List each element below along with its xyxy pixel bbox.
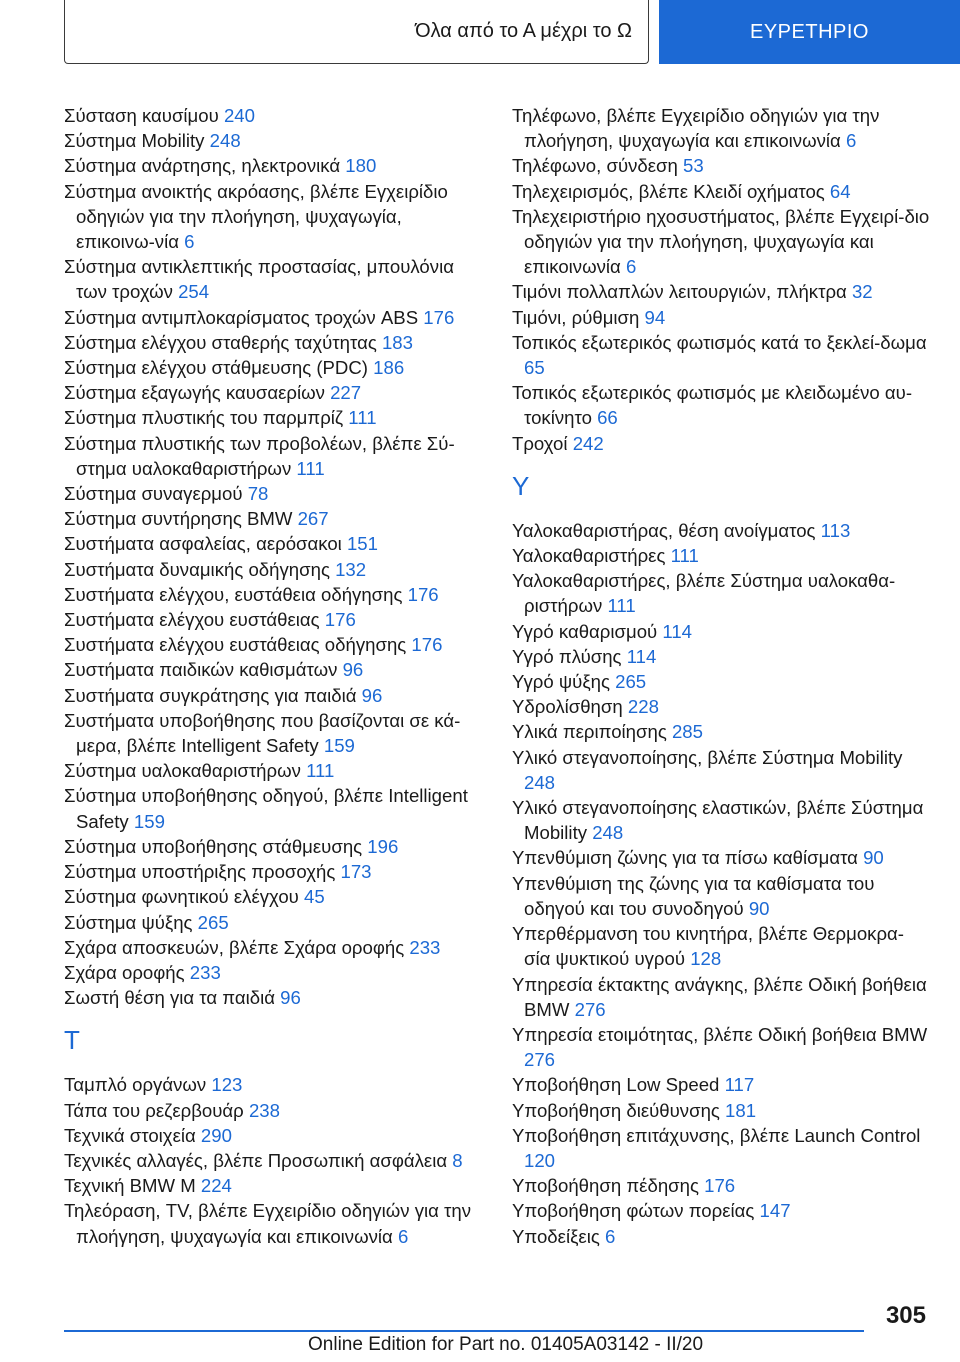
- index-entry: [64, 179, 484, 255]
- index-entry-page-link[interactable]: 6: [184, 231, 195, 253]
- index-entry-page-link[interactable]: 180: [345, 155, 377, 177]
- index-entry-page-link[interactable]: 238: [248, 1099, 280, 1121]
- top-navigation: [0, 0, 960, 66]
- letter-heading-y: Υ: [512, 470, 530, 501]
- index-entry-term: Σύστημα αντικλεπτικής προστασίας, μπουλόνια των τροχών: [64, 256, 454, 303]
- index-entry: [64, 708, 484, 758]
- index-entry: [512, 1173, 930, 1198]
- index-entry: [64, 1123, 484, 1148]
- index-entry: [64, 1072, 484, 1097]
- index-entry: [64, 431, 484, 481]
- index-entry-term: Σύστημα ψύξης: [64, 911, 198, 933]
- index-entry-term: Σύστημα ελέγχου σταθερής ταχύτητας: [64, 331, 382, 353]
- index-entry-page-link[interactable]: 96: [280, 987, 301, 1009]
- index-entry-page-link[interactable]: 183: [381, 331, 413, 353]
- index-list-tau-continued: [512, 103, 930, 456]
- index-entry-term: Σύστημα πλυστικής του παρμπρίζ: [64, 407, 349, 429]
- index-entry: [64, 506, 484, 531]
- index-entry: [512, 972, 930, 1022]
- index-entry-term: Υγρό ψύξης: [512, 671, 616, 693]
- index-entry-term: Υπερθέρμανση του κινητήρα, βλέπε Θερμοκρα-σία ψυκτικού υγρού: [512, 923, 904, 970]
- index-entry-page-link[interactable]: 111: [607, 595, 636, 617]
- index-entry-term: Σύστημα εξαγωγής καυσαερίων: [64, 382, 331, 404]
- index-entry: [64, 1098, 484, 1123]
- index-column-right: [512, 103, 930, 1249]
- index-entry-term: Σύστημα συναγερμού: [64, 483, 248, 505]
- index-entry-term: Υποδείξεις: [512, 1225, 605, 1247]
- index-entry-page-link[interactable]: 242: [572, 432, 604, 454]
- index-entry-page-link[interactable]: 6: [625, 256, 637, 278]
- index-entry: [64, 1173, 484, 1198]
- index-entry-term: Τροχοί: [512, 432, 573, 454]
- index-entry-term: Συστήματα ελέγχου ευστάθειας οδήγησης: [64, 634, 412, 656]
- index-entry: [512, 279, 930, 304]
- index-entry: [64, 960, 484, 985]
- index-entry: [64, 481, 484, 506]
- index-entry-term: Συστήματα παιδικών καθισμάτων: [64, 659, 343, 681]
- index-entry: [512, 795, 930, 845]
- index-entry-page-link[interactable]: 248: [592, 822, 624, 844]
- index-entry-term: Τιμόνι, ρύθμιση: [512, 306, 645, 328]
- index-entry-page-link[interactable]: 64: [829, 180, 851, 202]
- index-entry-term: Σύστημα πλυστικής των προβολέων, βλέπε Σύ-στημα υαλοκαθαριστήρων: [64, 432, 455, 479]
- index-entry-page-link[interactable]: 128: [690, 948, 722, 970]
- index-entry-term: Σύστημα Mobility: [64, 130, 210, 152]
- index-entry-term: Τεχνικά στοιχεία: [64, 1124, 201, 1146]
- index-entry: [64, 758, 484, 783]
- index-entry-page-link[interactable]: 94: [644, 306, 666, 328]
- index-entry: [64, 683, 484, 708]
- index-entry-page-link[interactable]: 228: [627, 696, 659, 718]
- index-entry-term: Υποβοήθηση επιτάχυνσης, βλέπε Launch Control: [512, 1124, 921, 1146]
- index-entry-page-link[interactable]: 8: [452, 1149, 463, 1171]
- index-entry-term: Υποβοήθηση φώτων πορείας: [512, 1200, 760, 1222]
- index-entry-page-link[interactable]: 276: [574, 998, 606, 1020]
- index-entry-term: Υπενθύμιση ζώνης για τα πίσω καθίσματα: [512, 847, 864, 869]
- index-entry-page-link[interactable]: 151: [346, 533, 378, 555]
- index-entry-page-link[interactable]: 276: [524, 1049, 556, 1071]
- index-entry-page-link[interactable]: 240: [223, 105, 255, 126]
- index-entry-page-link[interactable]: 90: [863, 847, 884, 869]
- index-entry: [64, 884, 484, 909]
- index-entry: [64, 355, 484, 380]
- index-entry: [512, 103, 930, 153]
- index-entry-term: Συστήματα ελέγχου, ευστάθεια οδήγησης: [64, 583, 408, 605]
- index-entry-page-link[interactable]: 181: [725, 1099, 757, 1121]
- index-entry: [64, 128, 484, 153]
- index-entry-term: Συστήματα ελέγχου ευστάθειας: [64, 609, 325, 631]
- index-entry-term: Τεχνικές αλλαγές, βλέπε Προσωπική ασφάλεια: [64, 1149, 453, 1171]
- index-entry-term: Τεχνική BMW M: [64, 1175, 201, 1197]
- index-entry-term: Σύστημα υαλοκαθαριστήρων: [64, 760, 307, 782]
- index-entry-page-link[interactable]: 176: [411, 634, 443, 656]
- letter-heading-t: Τ: [64, 1025, 80, 1056]
- index-list-sigma: [64, 103, 484, 1010]
- index-entry-page-link[interactable]: 6: [845, 130, 857, 152]
- index-entry-term: Τηλέφωνο, βλέπε Εγχειρίδιο οδηγιών για την πλοήγηση, ψυχαγωγία και επικοινωνία: [512, 105, 880, 152]
- index-entry-term: Σύστημα ανοικτής ακρόασης, βλέπε Εγχειρίδιο οδηγιών για την πλοήγηση, ψυχαγωγία, επικοινω-νία: [64, 180, 448, 253]
- index-entry-page-link[interactable]: 176: [407, 583, 439, 605]
- index-entry-term: Σύστημα ελέγχου στάθμευσης (PDC): [64, 357, 374, 379]
- index-entry: [512, 1098, 930, 1123]
- index-entry-term: Υδρολίσθηση: [512, 696, 628, 718]
- index-entry-page-link[interactable]: 147: [759, 1200, 791, 1222]
- index-entry-page-link[interactable]: 123: [211, 1074, 243, 1096]
- index-entry: [64, 305, 484, 330]
- index-entry: [512, 1123, 930, 1173]
- index-entry: [64, 783, 484, 833]
- index-entry: [512, 1072, 930, 1097]
- index-entry-term: Σχάρα οροφής: [64, 961, 190, 983]
- index-entry-page-link[interactable]: 111: [670, 545, 699, 567]
- index-entry-page-link[interactable]: 176: [704, 1175, 736, 1197]
- index-entry-term: Συστήματα συγκράτησης για παιδιά: [64, 684, 362, 706]
- index-entry-page-link[interactable]: 120: [524, 1149, 556, 1171]
- tab-index-label: ΕΥΡΕΤΗΡΙΟ: [750, 20, 869, 43]
- index-entry: [64, 103, 484, 128]
- index-entry-page-link[interactable]: 32: [851, 281, 873, 303]
- index-entry-page-link[interactable]: 132: [335, 558, 367, 580]
- index-entry: [512, 543, 930, 568]
- index-entry-page-link[interactable]: 6: [604, 1225, 616, 1247]
- index-entry-page-link[interactable]: 111: [296, 457, 325, 479]
- index-entry: [512, 745, 930, 795]
- index-entry-term: Υαλοκαθαριστήρες: [512, 545, 671, 567]
- index-entry: [512, 380, 930, 430]
- index-entry-page-link[interactable]: 113: [820, 519, 851, 541]
- index-entry: [64, 582, 484, 607]
- index-entry-page-link[interactable]: 176: [324, 609, 356, 631]
- index-column-left: [64, 103, 484, 1249]
- index-entry-page-link[interactable]: 233: [189, 961, 221, 983]
- index-entry: [64, 985, 484, 1010]
- index-entry-page-link[interactable]: 196: [367, 835, 399, 857]
- index-entry-term: Υποβοήθηση πέδησης: [512, 1175, 705, 1197]
- index-entry: [512, 204, 930, 280]
- index-entry: [512, 845, 930, 870]
- index-entry-page-link[interactable]: 265: [197, 911, 229, 933]
- index-entry-page-link[interactable]: 66: [597, 407, 618, 429]
- index-entry: [512, 179, 930, 204]
- index-entry-term: Τηλεόραση, TV, βλέπε Εγχειρίδιο οδηγιών για την πλοήγηση, ψυχαγωγία και επικοινωνία: [64, 1200, 472, 1247]
- footer-divider: [64, 1330, 864, 1332]
- index-entry: [64, 1148, 484, 1173]
- index-entry-term: Σύστημα φωνητικού ελέγχου: [64, 886, 304, 908]
- index-entry-term: Σύστημα υποβοήθησης οδηγού, βλέπε Intelligent Safety: [64, 785, 468, 832]
- index-entry-term: Τηλέφωνο, σύνδεση: [512, 155, 684, 177]
- index-entry-term: Υγρό καθαρισμού: [512, 620, 663, 642]
- tab-chapter[interactable]: [64, 0, 649, 64]
- index-entry-page-link[interactable]: 224: [200, 1175, 232, 1197]
- index-entry: [512, 719, 930, 744]
- index-entry-page-link[interactable]: 267: [297, 508, 329, 530]
- index-entry-page-link[interactable]: 6: [397, 1225, 409, 1247]
- index-entry-page-link[interactable]: 114: [662, 620, 693, 642]
- index-entry-term: Σχάρα αποσκευών, βλέπε Σχάρα οροφής: [64, 936, 410, 958]
- index-entry-page-link[interactable]: 176: [423, 306, 455, 328]
- index-entry: [512, 644, 930, 669]
- index-entry: [64, 657, 484, 682]
- index-entry: [512, 871, 930, 921]
- index-entry-term: Συστήματα υποβοήθησης που βασίζονται σε κά-μερα, βλέπε Intelligent Safety: [64, 709, 461, 757]
- index-entry-page-link[interactable]: 90: [748, 897, 770, 919]
- index-entry-term: Υπενθύμιση της ζώνης για τα καθίσματα του οδηγού και του συνοδηγού: [512, 872, 875, 919]
- index-entry-term: Σύστημα υποστήριξης προσοχής: [64, 861, 341, 883]
- index-entry: [64, 1198, 484, 1248]
- index-entry-page-link[interactable]: 248: [524, 771, 556, 793]
- index-entry-page-link[interactable]: 45: [304, 886, 325, 908]
- index-entry: [512, 669, 930, 694]
- index-entry: [512, 305, 930, 330]
- index-entry-term: Υγρό πλύσης: [512, 645, 627, 667]
- index-entry-term: Σύστημα υποβοήθησης στάθμευσης: [64, 835, 368, 857]
- index-entry-term: Σύστημα αντιμπλοκαρίσματος τροχών ABS: [64, 306, 424, 328]
- index-entry-page-link[interactable]: 96: [361, 684, 383, 706]
- index-entry: [512, 568, 930, 618]
- tab-index[interactable]: [659, 0, 960, 64]
- index-entry-term: Τηλεχειρισμός, βλέπε Κλειδί οχήματος: [512, 180, 830, 202]
- index-entry: [512, 921, 930, 971]
- index-entry-term: Τιμόνι πολλαπλών λειτουργιών, πλήκτρα: [512, 281, 852, 303]
- index-entry-page-link[interactable]: 114: [626, 645, 657, 667]
- index-entry: [64, 153, 484, 178]
- index-entry: [512, 619, 930, 644]
- index-entry-term: Υλικά περιποίησης: [512, 721, 672, 743]
- index-entry-page-link[interactable]: 53: [683, 155, 704, 177]
- index-entry-term: Υλικό στεγανοποίησης ελαστικών, βλέπε Σύστημα Mobility: [512, 797, 924, 844]
- index-entry-page-link[interactable]: 111: [348, 407, 377, 429]
- index-entry-page-link[interactable]: 78: [247, 483, 269, 505]
- index-entry-term: Υλικό στεγανοποίησης, βλέπε Σύστημα Mobility: [512, 746, 903, 768]
- index-entry-page-link[interactable]: 285: [671, 721, 703, 743]
- index-entry-page-link[interactable]: 173: [340, 861, 372, 883]
- index-entry-page-link[interactable]: 290: [200, 1124, 232, 1146]
- index-entry: [64, 910, 484, 935]
- index-entry-page-link[interactable]: 96: [342, 659, 364, 681]
- index-entry-page-link[interactable]: 186: [373, 357, 405, 379]
- index-entry-page-link[interactable]: 233: [409, 936, 441, 958]
- index-entry: [64, 531, 484, 556]
- index-entry-page-link[interactable]: 265: [615, 671, 647, 693]
- tab-chapter-label: Όλα από το Α μέχρι το Ω: [415, 20, 632, 42]
- footer-edition: Online Edition for Part no. 01405A03142 - II/20: [308, 1334, 704, 1355]
- index-entry: [512, 330, 930, 380]
- index-entry-term: Υαλοκαθαριστήρας, θέση ανοίγματος: [512, 519, 821, 541]
- index-entry: [512, 1198, 930, 1223]
- index-entry-term: Σύσταση καυσίμου: [64, 105, 224, 126]
- index-entry-page-link[interactable]: 111: [306, 760, 335, 782]
- index-entry-term: Υποβοήθηση διεύθυνσης: [512, 1099, 726, 1121]
- index-entry: [512, 1022, 930, 1072]
- index-entry-term: Συστήματα δυναμικής οδήγησης: [64, 558, 336, 580]
- index-entry-term: Τηλεχειριστήριο ηχοσυστήματος, βλέπε Εγχειρί-διο οδηγιών για την πλοήγηση, ψυχαγωγία και επικοινωνία: [512, 205, 930, 278]
- index-entry-page-link[interactable]: 65: [524, 357, 545, 379]
- index-entry: [512, 153, 930, 178]
- index-entry-page-link[interactable]: 248: [209, 130, 241, 152]
- index-entry-term: Τοπικός εξωτερικός φωτισμός με κλειδωμένο αυ-τοκίνητο: [512, 382, 913, 429]
- index-entry-term: Τάπα του ρεζερβουάρ: [64, 1099, 249, 1121]
- index-list-tau: [64, 1072, 484, 1248]
- index-entry-page-link[interactable]: 227: [330, 382, 362, 404]
- index-entry-term: Υποβοήθηση Low Speed: [512, 1074, 725, 1096]
- index-entry: [64, 405, 484, 430]
- index-entry: [512, 1224, 930, 1249]
- index-entry: [512, 518, 930, 543]
- index-entry-term: Σύστημα ανάρτησης, ηλεκτρονικά: [64, 155, 346, 177]
- index-entry: [64, 935, 484, 960]
- index-entry-page-link[interactable]: 254: [178, 281, 210, 303]
- index-entry: [64, 254, 484, 304]
- index-entry: [64, 834, 484, 859]
- index-entry-page-link[interactable]: 159: [133, 810, 165, 832]
- index-entry-page-link[interactable]: 159: [323, 735, 355, 757]
- index-entry-term: Ταμπλό οργάνων: [64, 1074, 212, 1096]
- index-entry: [64, 859, 484, 884]
- index-entry: [64, 607, 484, 632]
- page-number: 305: [885, 1302, 926, 1329]
- index-entry-term: Υπηρεσία ετοιμότητας, βλέπε Οδική βοήθεια BMW: [512, 1023, 928, 1045]
- index-entry: [512, 431, 930, 456]
- index-entry-page-link[interactable]: 117: [724, 1074, 755, 1096]
- index-entry: [512, 694, 930, 719]
- index-entry: [64, 380, 484, 405]
- index-entry-term: Σύστημα συντήρησης BMW: [64, 508, 298, 530]
- index-entry-term: Τοπικός εξωτερικός φωτισμός κατά το ξεκλεί-δωμα: [512, 331, 927, 353]
- index-entry-term: Συστήματα ασφαλείας, αερόσακοι: [64, 533, 347, 555]
- index-entry-term: Υπηρεσία έκτακτης ανάγκης, βλέπε Οδική βοήθεια BMW: [512, 973, 927, 1020]
- index-entry: [64, 330, 484, 355]
- index-entry: [64, 632, 484, 657]
- index-entry: [64, 557, 484, 582]
- index-list-upsilon: [512, 518, 930, 1249]
- index-entry-term: Υαλοκαθαριστήρες, βλέπε Σύστημα υαλοκαθα-ριστήρων: [512, 570, 896, 617]
- index-entry-term: Σωστή θέση για τα παιδιά: [64, 987, 281, 1009]
